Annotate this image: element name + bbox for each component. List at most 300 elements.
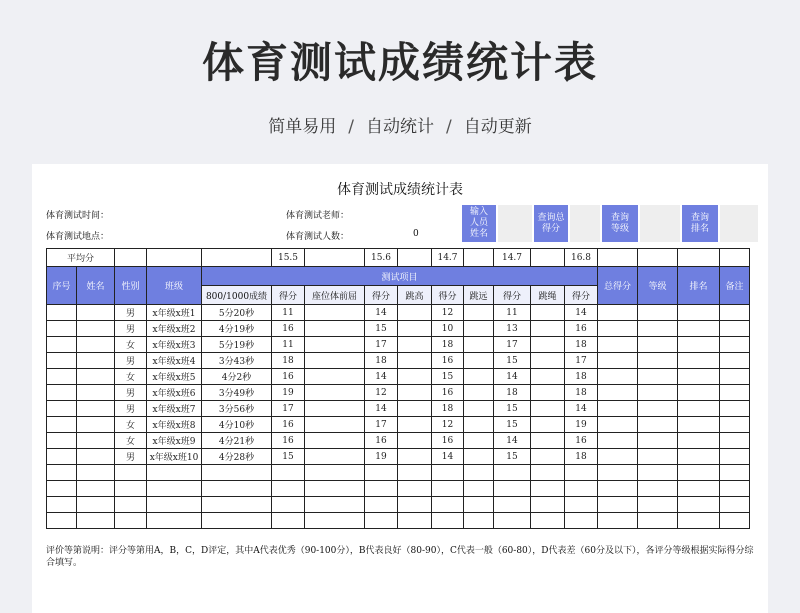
table-cell[interactable] bbox=[598, 321, 638, 337]
table-cell[interactable] bbox=[678, 353, 720, 369]
table-cell[interactable] bbox=[464, 433, 494, 449]
table-cell[interactable] bbox=[720, 465, 750, 481]
table-cell[interactable] bbox=[678, 385, 720, 401]
query-rank-button[interactable]: 查询排名 bbox=[682, 205, 718, 242]
table-cell[interactable] bbox=[494, 497, 531, 513]
table-cell[interactable]: 14 bbox=[565, 401, 598, 417]
table-cell[interactable] bbox=[598, 513, 638, 529]
table-cell[interactable] bbox=[202, 497, 272, 513]
table-cell[interactable] bbox=[638, 305, 678, 321]
table-cell[interactable] bbox=[305, 353, 365, 369]
table-cell[interactable] bbox=[720, 513, 750, 529]
table-cell[interactable] bbox=[147, 465, 202, 481]
table-cell[interactable] bbox=[77, 385, 115, 401]
test-time-label: 体育测试时间： bbox=[46, 211, 110, 221]
table-cell[interactable]: x年级x班5 bbox=[147, 369, 202, 385]
table-cell[interactable]: 15 bbox=[272, 449, 305, 465]
table-cell[interactable]: 15 bbox=[365, 321, 398, 337]
test-teacher-label: 体育测试老师： bbox=[286, 211, 350, 221]
table-cell[interactable]: 16 bbox=[565, 433, 598, 449]
table-cell[interactable]: 18 bbox=[565, 385, 598, 401]
table-cell[interactable] bbox=[720, 481, 750, 497]
table-cell[interactable]: 18 bbox=[565, 337, 598, 353]
table-cell[interactable] bbox=[678, 497, 720, 513]
table-cell[interactable] bbox=[398, 513, 432, 529]
table-cell[interactable]: x年级x班2 bbox=[147, 321, 202, 337]
query-name-input-field[interactable] bbox=[498, 205, 532, 242]
table-cell[interactable] bbox=[305, 337, 365, 353]
table-cell[interactable] bbox=[47, 497, 77, 513]
table-cell[interactable]: 4分21秒 bbox=[202, 433, 272, 449]
table-row bbox=[47, 337, 750, 353]
table-cell[interactable]: 14 bbox=[365, 305, 398, 321]
table-cell[interactable] bbox=[598, 305, 638, 321]
table-cell[interactable]: 16 bbox=[365, 433, 398, 449]
table-cell[interactable] bbox=[47, 385, 77, 401]
table-cell[interactable] bbox=[598, 433, 638, 449]
table-cell[interactable] bbox=[598, 337, 638, 353]
query-rank-result bbox=[720, 205, 758, 242]
table-cell[interactable] bbox=[47, 369, 77, 385]
table-cell[interactable] bbox=[638, 401, 678, 417]
table-cell[interactable]: 5分19秒 bbox=[202, 337, 272, 353]
table-cell[interactable] bbox=[464, 465, 494, 481]
table-cell[interactable] bbox=[531, 417, 565, 433]
table-cell[interactable] bbox=[531, 305, 565, 321]
average-value: 14.7 bbox=[432, 249, 464, 267]
table-cell[interactable]: 19 bbox=[365, 449, 398, 465]
table-cell[interactable] bbox=[305, 465, 365, 481]
page-title: 体育测试成绩统计表 bbox=[201, 38, 598, 87]
table-cell[interactable]: 16 bbox=[432, 433, 464, 449]
table-cell[interactable]: 17 bbox=[365, 417, 398, 433]
table-cell[interactable] bbox=[464, 513, 494, 529]
table-cell[interactable]: 15 bbox=[494, 401, 531, 417]
table-cell[interactable] bbox=[678, 369, 720, 385]
table-cell[interactable] bbox=[77, 449, 115, 465]
table-cell[interactable] bbox=[47, 465, 77, 481]
table-cell[interactable] bbox=[432, 465, 464, 481]
table-cell[interactable] bbox=[305, 513, 365, 529]
table-cell[interactable] bbox=[47, 321, 77, 337]
table-cell[interactable]: 15 bbox=[432, 369, 464, 385]
table-cell[interactable] bbox=[398, 497, 432, 513]
table-cell[interactable]: 19 bbox=[565, 417, 598, 433]
table-cell[interactable] bbox=[494, 513, 531, 529]
table-cell[interactable]: 男 bbox=[115, 353, 147, 369]
table-cell[interactable]: 12 bbox=[432, 305, 464, 321]
table-cell[interactable] bbox=[432, 513, 464, 529]
table-cell[interactable] bbox=[678, 449, 720, 465]
table-cell[interactable]: x年级x班7 bbox=[147, 401, 202, 417]
table-cell[interactable] bbox=[202, 481, 272, 497]
table-cell[interactable] bbox=[678, 321, 720, 337]
subheader-score: 得分 bbox=[565, 286, 598, 305]
table-cell[interactable] bbox=[720, 449, 750, 465]
table-cell[interactable] bbox=[638, 481, 678, 497]
average-row bbox=[47, 249, 750, 267]
table-cell[interactable]: 15 bbox=[494, 449, 531, 465]
table-cell[interactable] bbox=[531, 449, 565, 465]
table-cell[interactable] bbox=[531, 353, 565, 369]
table-cell[interactable] bbox=[147, 497, 202, 513]
subheader-score: 得分 bbox=[365, 286, 398, 305]
table-cell[interactable]: 16 bbox=[432, 385, 464, 401]
subheader-run: 800/1000成绩 bbox=[202, 286, 272, 305]
table-cell[interactable] bbox=[147, 513, 202, 529]
table-cell[interactable] bbox=[678, 433, 720, 449]
table-body bbox=[47, 305, 750, 529]
table-cell[interactable] bbox=[305, 481, 365, 497]
table-cell[interactable] bbox=[720, 417, 750, 433]
table-cell[interactable] bbox=[638, 353, 678, 369]
subheader-score: 得分 bbox=[272, 286, 305, 305]
table-cell[interactable] bbox=[305, 369, 365, 385]
table-cell[interactable] bbox=[598, 417, 638, 433]
table-cell[interactable]: 12 bbox=[365, 385, 398, 401]
table-cell[interactable]: 男 bbox=[115, 401, 147, 417]
query-total-score-button[interactable]: 查询总得分 bbox=[534, 205, 568, 242]
score-table bbox=[46, 248, 750, 529]
table-cell[interactable] bbox=[464, 321, 494, 337]
table-cell[interactable] bbox=[365, 465, 398, 481]
table-cell[interactable]: 16 bbox=[272, 369, 305, 385]
table-cell[interactable]: x年级x班3 bbox=[147, 337, 202, 353]
table-cell[interactable] bbox=[598, 481, 638, 497]
table-cell[interactable] bbox=[720, 497, 750, 513]
table-cell[interactable] bbox=[638, 433, 678, 449]
table-cell[interactable] bbox=[531, 369, 565, 385]
table-cell[interactable] bbox=[77, 433, 115, 449]
table-cell[interactable] bbox=[678, 513, 720, 529]
table-cell[interactable] bbox=[598, 449, 638, 465]
table-cell[interactable] bbox=[638, 321, 678, 337]
table-cell[interactable] bbox=[47, 481, 77, 497]
table-cell[interactable]: x年级x班1 bbox=[147, 305, 202, 321]
subtitle-auto-update: 自动更新 bbox=[463, 117, 532, 137]
subheader-score: 得分 bbox=[432, 286, 464, 305]
table-cell[interactable] bbox=[464, 497, 494, 513]
table-cell[interactable] bbox=[202, 513, 272, 529]
table-cell[interactable] bbox=[464, 337, 494, 353]
table-cell[interactable] bbox=[720, 321, 750, 337]
table-cell[interactable] bbox=[398, 449, 432, 465]
table-cell[interactable] bbox=[77, 465, 115, 481]
table-cell[interactable] bbox=[720, 369, 750, 385]
table-cell[interactable]: 14 bbox=[494, 433, 531, 449]
header-rank: 排名 bbox=[678, 267, 720, 305]
test-count-value: 0 bbox=[413, 229, 419, 239]
table-row bbox=[47, 369, 750, 385]
table-cell[interactable] bbox=[305, 385, 365, 401]
table-cell[interactable]: x年级x班10 bbox=[147, 449, 202, 465]
table-cell[interactable] bbox=[598, 385, 638, 401]
table-cell[interactable] bbox=[678, 337, 720, 353]
table-cell[interactable] bbox=[638, 417, 678, 433]
table-cell[interactable]: 11 bbox=[494, 305, 531, 321]
subheader-high-jump: 跳高 bbox=[398, 286, 432, 305]
table-cell[interactable]: 3分56秒 bbox=[202, 401, 272, 417]
table-cell[interactable] bbox=[565, 497, 598, 513]
table-cell[interactable] bbox=[202, 465, 272, 481]
sheet-title: 体育测试成绩统计表 bbox=[337, 182, 463, 198]
table-cell[interactable] bbox=[47, 449, 77, 465]
table-cell[interactable]: 17 bbox=[494, 337, 531, 353]
table-cell[interactable]: 18 bbox=[365, 353, 398, 369]
table-cell[interactable]: 16 bbox=[272, 321, 305, 337]
table-cell[interactable] bbox=[432, 497, 464, 513]
table-cell[interactable] bbox=[305, 497, 365, 513]
table-cell[interactable]: 4分10秒 bbox=[202, 417, 272, 433]
table-cell[interactable] bbox=[77, 321, 115, 337]
table-cell[interactable]: x年级x班8 bbox=[147, 417, 202, 433]
average-value: 14.7 bbox=[494, 249, 531, 267]
table-cell[interactable] bbox=[638, 497, 678, 513]
table-cell[interactable] bbox=[77, 417, 115, 433]
table-cell[interactable]: 11 bbox=[272, 337, 305, 353]
table-cell[interactable] bbox=[147, 481, 202, 497]
table-row bbox=[47, 321, 750, 337]
table-cell[interactable] bbox=[77, 401, 115, 417]
table-cell[interactable] bbox=[398, 385, 432, 401]
table-cell[interactable]: 16 bbox=[565, 321, 598, 337]
table-cell[interactable]: 16 bbox=[272, 433, 305, 449]
table-cell[interactable] bbox=[115, 465, 147, 481]
table-cell[interactable] bbox=[464, 369, 494, 385]
table-cell[interactable] bbox=[77, 369, 115, 385]
table-cell[interactable]: 女 bbox=[115, 433, 147, 449]
table-cell[interactable] bbox=[398, 401, 432, 417]
table-cell[interactable]: 17 bbox=[565, 353, 598, 369]
table-cell[interactable] bbox=[720, 433, 750, 449]
table-cell[interactable] bbox=[305, 321, 365, 337]
table-cell[interactable] bbox=[638, 385, 678, 401]
table-cell[interactable]: 14 bbox=[365, 401, 398, 417]
table-cell[interactable]: 12 bbox=[432, 417, 464, 433]
table-cell[interactable]: 4分28秒 bbox=[202, 449, 272, 465]
table-cell[interactable]: 14 bbox=[494, 369, 531, 385]
table-cell[interactable] bbox=[398, 481, 432, 497]
table-cell[interactable]: 男 bbox=[115, 321, 147, 337]
table-cell[interactable] bbox=[77, 337, 115, 353]
table-cell[interactable]: 男 bbox=[115, 305, 147, 321]
table-cell[interactable]: 14 bbox=[565, 305, 598, 321]
table-cell[interactable]: 17 bbox=[272, 401, 305, 417]
table-cell[interactable] bbox=[678, 401, 720, 417]
table-cell[interactable] bbox=[598, 369, 638, 385]
table-cell[interactable] bbox=[531, 385, 565, 401]
table-cell[interactable] bbox=[494, 465, 531, 481]
table-cell[interactable] bbox=[398, 433, 432, 449]
table-cell[interactable] bbox=[494, 481, 531, 497]
table-cell[interactable] bbox=[47, 353, 77, 369]
table-cell[interactable] bbox=[720, 385, 750, 401]
table-cell[interactable]: 男 bbox=[115, 449, 147, 465]
table-cell[interactable] bbox=[305, 401, 365, 417]
table-cell[interactable] bbox=[77, 353, 115, 369]
table-cell[interactable] bbox=[464, 385, 494, 401]
table-cell[interactable] bbox=[638, 369, 678, 385]
table-cell[interactable] bbox=[720, 337, 750, 353]
table-cell[interactable] bbox=[398, 353, 432, 369]
table-cell[interactable]: 4分2秒 bbox=[202, 369, 272, 385]
table-cell[interactable]: x年级x班6 bbox=[147, 385, 202, 401]
table-cell[interactable] bbox=[272, 497, 305, 513]
subtitle-separator: / bbox=[446, 117, 452, 137]
header-remark: 备注 bbox=[720, 267, 750, 305]
table-cell[interactable] bbox=[531, 481, 565, 497]
table-cell[interactable] bbox=[115, 513, 147, 529]
table-cell[interactable]: 5分20秒 bbox=[202, 305, 272, 321]
table-cell[interactable]: 3分43秒 bbox=[202, 353, 272, 369]
table-cell[interactable] bbox=[638, 513, 678, 529]
table-cell[interactable] bbox=[565, 465, 598, 481]
table-cell[interactable] bbox=[638, 337, 678, 353]
table-cell[interactable] bbox=[47, 305, 77, 321]
table-cell[interactable]: 4分19秒 bbox=[202, 321, 272, 337]
table-cell[interactable] bbox=[565, 513, 598, 529]
table-cell[interactable]: 女 bbox=[115, 417, 147, 433]
table-cell[interactable] bbox=[77, 497, 115, 513]
table-cell[interactable]: 18 bbox=[272, 353, 305, 369]
table-cell[interactable]: 13 bbox=[494, 321, 531, 337]
table-cell[interactable]: 15 bbox=[494, 353, 531, 369]
table-cell[interactable]: 16 bbox=[272, 417, 305, 433]
table-cell[interactable] bbox=[598, 353, 638, 369]
table-cell[interactable]: 17 bbox=[365, 337, 398, 353]
average-value: 15.6 bbox=[365, 249, 398, 267]
table-cell[interactable]: 18 bbox=[432, 337, 464, 353]
table-row bbox=[47, 401, 750, 417]
table-cell[interactable]: 18 bbox=[565, 369, 598, 385]
subtitle-easy: 简单易用 bbox=[268, 117, 337, 137]
table-cell[interactable] bbox=[638, 465, 678, 481]
table-cell[interactable] bbox=[720, 353, 750, 369]
query-grade-button[interactable]: 查询等级 bbox=[602, 205, 638, 242]
header-row bbox=[47, 267, 750, 286]
table-cell[interactable] bbox=[598, 465, 638, 481]
average-label: 平均分 bbox=[47, 249, 115, 267]
table-cell[interactable] bbox=[531, 497, 565, 513]
table-cell[interactable] bbox=[398, 417, 432, 433]
table-cell[interactable] bbox=[565, 481, 598, 497]
table-cell[interactable]: 11 bbox=[272, 305, 305, 321]
query-total-score-result bbox=[570, 205, 600, 242]
table-cell[interactable]: 14 bbox=[432, 449, 464, 465]
table-cell[interactable] bbox=[720, 401, 750, 417]
table-cell[interactable] bbox=[305, 433, 365, 449]
table-cell[interactable] bbox=[464, 305, 494, 321]
table-cell[interactable] bbox=[272, 513, 305, 529]
table-cell[interactable] bbox=[398, 369, 432, 385]
table-cell[interactable] bbox=[678, 465, 720, 481]
table-cell[interactable]: x年级x班9 bbox=[147, 433, 202, 449]
table-cell[interactable] bbox=[398, 465, 432, 481]
table-cell[interactable] bbox=[305, 417, 365, 433]
table-cell[interactable] bbox=[464, 417, 494, 433]
table-cell[interactable] bbox=[720, 305, 750, 321]
table-cell[interactable] bbox=[47, 417, 77, 433]
table-cell[interactable] bbox=[47, 433, 77, 449]
table-cell[interactable] bbox=[598, 401, 638, 417]
table-cell[interactable] bbox=[115, 481, 147, 497]
table-row bbox=[47, 305, 750, 321]
table-cell[interactable] bbox=[47, 401, 77, 417]
table-cell[interactable]: x年级x班4 bbox=[147, 353, 202, 369]
table-cell[interactable] bbox=[305, 449, 365, 465]
table-cell[interactable] bbox=[432, 481, 464, 497]
table-cell[interactable] bbox=[365, 513, 398, 529]
table-cell[interactable] bbox=[598, 497, 638, 513]
query-name-input-button[interactable]: 输入人员姓名 bbox=[462, 205, 496, 242]
table-cell[interactable] bbox=[531, 321, 565, 337]
table-row bbox=[47, 481, 750, 497]
table-cell[interactable]: 14 bbox=[365, 369, 398, 385]
table-row bbox=[47, 417, 750, 433]
average-value: 15.5 bbox=[272, 249, 305, 267]
table-cell[interactable] bbox=[464, 449, 494, 465]
table-cell[interactable] bbox=[365, 497, 398, 513]
header-grade: 等级 bbox=[638, 267, 678, 305]
table-cell[interactable] bbox=[531, 433, 565, 449]
table-cell[interactable] bbox=[464, 401, 494, 417]
table-cell[interactable] bbox=[531, 337, 565, 353]
table-cell[interactable] bbox=[398, 337, 432, 353]
table-cell[interactable] bbox=[77, 513, 115, 529]
table-cell[interactable]: 女 bbox=[115, 369, 147, 385]
table-cell[interactable]: 15 bbox=[494, 417, 531, 433]
table-cell[interactable] bbox=[678, 305, 720, 321]
table-cell[interactable]: 18 bbox=[565, 449, 598, 465]
subtitle-separator: / bbox=[348, 117, 354, 137]
table-cell[interactable] bbox=[115, 497, 147, 513]
table-row bbox=[47, 465, 750, 481]
table-cell[interactable] bbox=[464, 481, 494, 497]
table-cell[interactable] bbox=[678, 481, 720, 497]
table-cell[interactable] bbox=[464, 353, 494, 369]
table-cell[interactable] bbox=[531, 513, 565, 529]
header-class: 班级 bbox=[147, 267, 202, 305]
table-cell[interactable]: 男 bbox=[115, 385, 147, 401]
table-cell[interactable]: 18 bbox=[432, 401, 464, 417]
table-cell[interactable] bbox=[398, 321, 432, 337]
table-cell[interactable] bbox=[365, 481, 398, 497]
table-cell[interactable] bbox=[47, 337, 77, 353]
table-cell[interactable]: 18 bbox=[494, 385, 531, 401]
table-cell[interactable] bbox=[272, 465, 305, 481]
table-cell[interactable]: 女 bbox=[115, 337, 147, 353]
table-cell[interactable]: 10 bbox=[432, 321, 464, 337]
table-cell[interactable] bbox=[272, 481, 305, 497]
table-row bbox=[47, 385, 750, 401]
table-cell[interactable] bbox=[77, 481, 115, 497]
table-row bbox=[47, 353, 750, 369]
table-cell[interactable] bbox=[77, 305, 115, 321]
table-cell[interactable]: 19 bbox=[272, 385, 305, 401]
table-cell[interactable] bbox=[638, 449, 678, 465]
header-total: 总得分 bbox=[598, 267, 638, 305]
table-cell[interactable] bbox=[47, 513, 77, 529]
table-cell[interactable] bbox=[531, 401, 565, 417]
table-cell[interactable] bbox=[305, 305, 365, 321]
table-cell[interactable]: 3分49秒 bbox=[202, 385, 272, 401]
header-test-items: 测试项目 bbox=[202, 267, 598, 286]
table-cell[interactable] bbox=[678, 417, 720, 433]
table-cell[interactable] bbox=[398, 305, 432, 321]
table-cell[interactable] bbox=[531, 465, 565, 481]
table-cell[interactable]: 16 bbox=[432, 353, 464, 369]
subtitle-auto-stat: 自动统计 bbox=[366, 117, 434, 137]
